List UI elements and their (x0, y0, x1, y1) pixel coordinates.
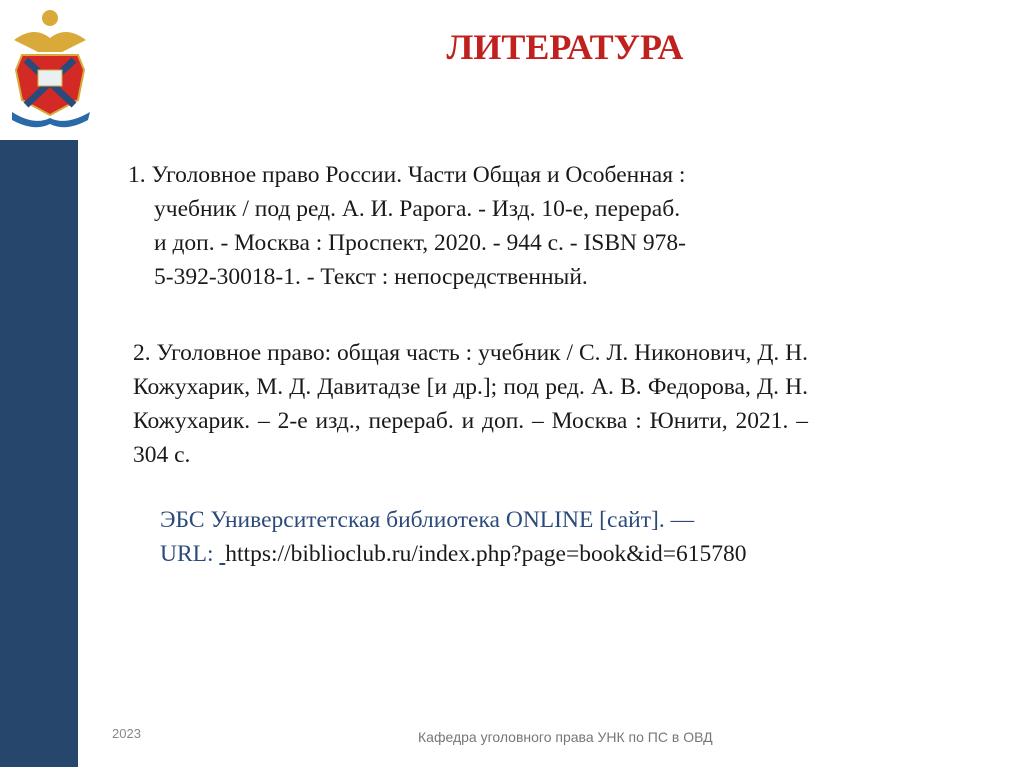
url-label: URL: (160, 541, 220, 567)
sidebar-band (0, 140, 78, 767)
reference-1-line: 1. Уголовное право России. Части Общая и Особенная : (128, 162, 686, 188)
reference-1-line: 5-392-30018-1. - Текст : непосредственный. (154, 264, 588, 290)
reference-1 (128, 158, 828, 294)
ebs-title: ЭБС Университетская библиотека ONLINE [сайт]. — (160, 507, 695, 533)
footer-year: 2023 (112, 726, 141, 741)
reference-1-line: учебник / под ред. А. И. Рарога. - Изд. 10-е, перераб. (154, 196, 681, 222)
url-link[interactable]: https://biblioclub.ru/index.php?page=book&id=615780 (225, 541, 747, 567)
reference-1-line: и доп. - Москва : Проспект, 2020. - 944 с. - ISBN 978- (154, 230, 686, 256)
ebs-reference (160, 503, 747, 571)
reference-2: 2. Уголовное право: общая часть : учебник / С. Л. Никонович, Д. Н. Кожухарик, М. Д. Давитадзе [и др.]; под ред. А. В. Федорова, Д. Н. Кожухарик. – 2-е изд., перераб. и доп. – Москва : Юнити, 2021. – 304 с. (133, 340, 808, 468)
footer-department: Кафедра уголовного права УНК по ПС в ОВД (418, 729, 713, 745)
page-title: ЛИТЕРАТУРА (446, 27, 684, 67)
